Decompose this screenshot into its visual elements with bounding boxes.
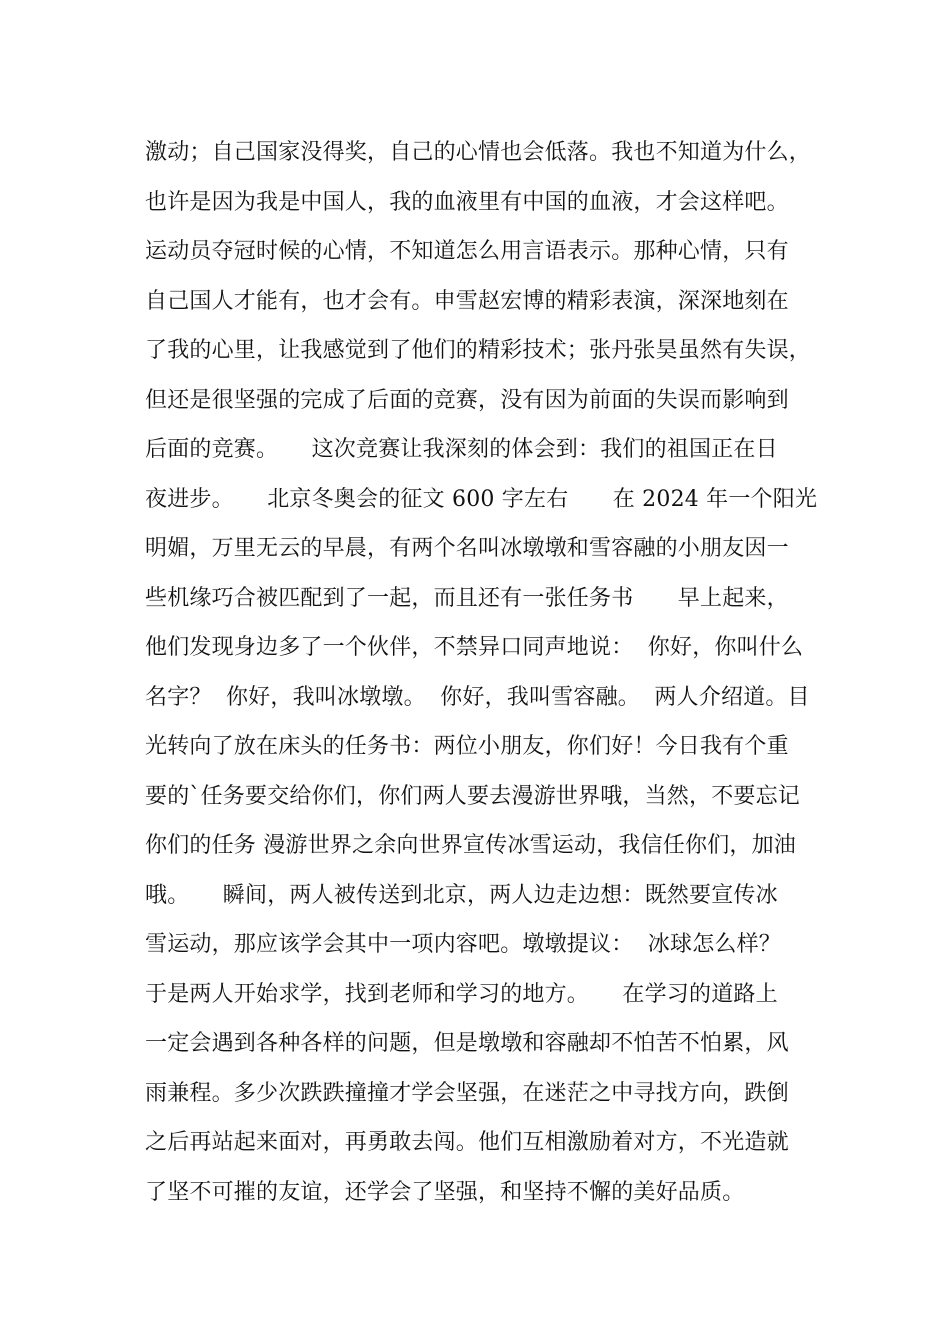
- text-line: 运动员夺冠时候的心情，不知道怎么用言语表示。那种心情，只有: [145, 239, 789, 264]
- text-line: 光转向了放在床头的任务书：两位小朋友，你们好！今日我有个重: [145, 734, 789, 759]
- text-line: 些机缘巧合被匹配到了一起，而且还有一张任务书 早上起来，: [145, 585, 789, 611]
- text-line: 你们的任务 漫游世界之余向世界宣传冰雪运动，我信任你们，加油: [145, 833, 796, 858]
- text-line: 哦。 瞬间，两人被传送到北京，两人边走边想：既然要宣传冰: [145, 882, 778, 908]
- text-line: 夜进步。 北京冬奥会的征文 600 字左右 在 2024 年一个阳光: [145, 486, 818, 512]
- text-line: 后面的竞赛。 这次竞赛让我深刻的体会到：我们的祖国正在日: [145, 437, 778, 462]
- text-line: 也许是因为我是中国人，我的血液里有中国的血液，才会这样吧。: [145, 189, 789, 215]
- text-line: 之后再站起来面对，再勇敢去闯。他们互相激励着对方，不光造就: [145, 1130, 789, 1155]
- text-line: 了我的心里，让我感觉到了他们的精彩技术；张丹张昊虽然有失误，: [145, 338, 812, 363]
- text-line: 雪运动，那应该学会其中一项内容吧。墩墩提议： 冰球怎么样？: [145, 932, 781, 957]
- text-line: 要的`任务要交给你们，你们两人要去漫游世界哦，当然，不要忘记: [145, 783, 801, 809]
- text-line: 雨兼程。多少次跌跌撞撞才学会坚强，在迷茫之中寻找方向，跌倒: [145, 1080, 789, 1106]
- body-text: [145, 128, 818, 1217]
- text-line: 他们发现身边多了一个伙伴，不禁异口同声地说： 你好，你叫什么: [145, 635, 804, 660]
- text-line: 激动；自己国家没得奖，自己的心情也会低落。我也不知道为什么，: [145, 140, 812, 165]
- text-line: 名字？ 你好，我叫冰墩墩。 你好，我叫雪容融。 两人介绍道。目: [145, 684, 810, 710]
- text-line: 一定会遇到各种各样的问题，但是墩墩和容融却不怕苦不怕累，风: [145, 1031, 789, 1056]
- text-line: 了坚不可摧的友谊，还学会了坚强，和坚持不懈的美好品质。: [145, 1179, 745, 1205]
- text-line: 自己国人才能有，也才会有。申雪赵宏博的精彩表演，深深地刻在: [145, 288, 789, 314]
- text-line: 但还是很坚强的完成了后面的竞赛，没有因为前面的失误而影响到: [145, 387, 789, 413]
- text-line: 明媚，万里无云的早晨，有两个名叫冰墩墩和雪容融的小朋友因一: [145, 536, 789, 561]
- text-line: 于是两人开始求学，找到老师和学习的地方。 在学习的道路上: [145, 981, 778, 1007]
